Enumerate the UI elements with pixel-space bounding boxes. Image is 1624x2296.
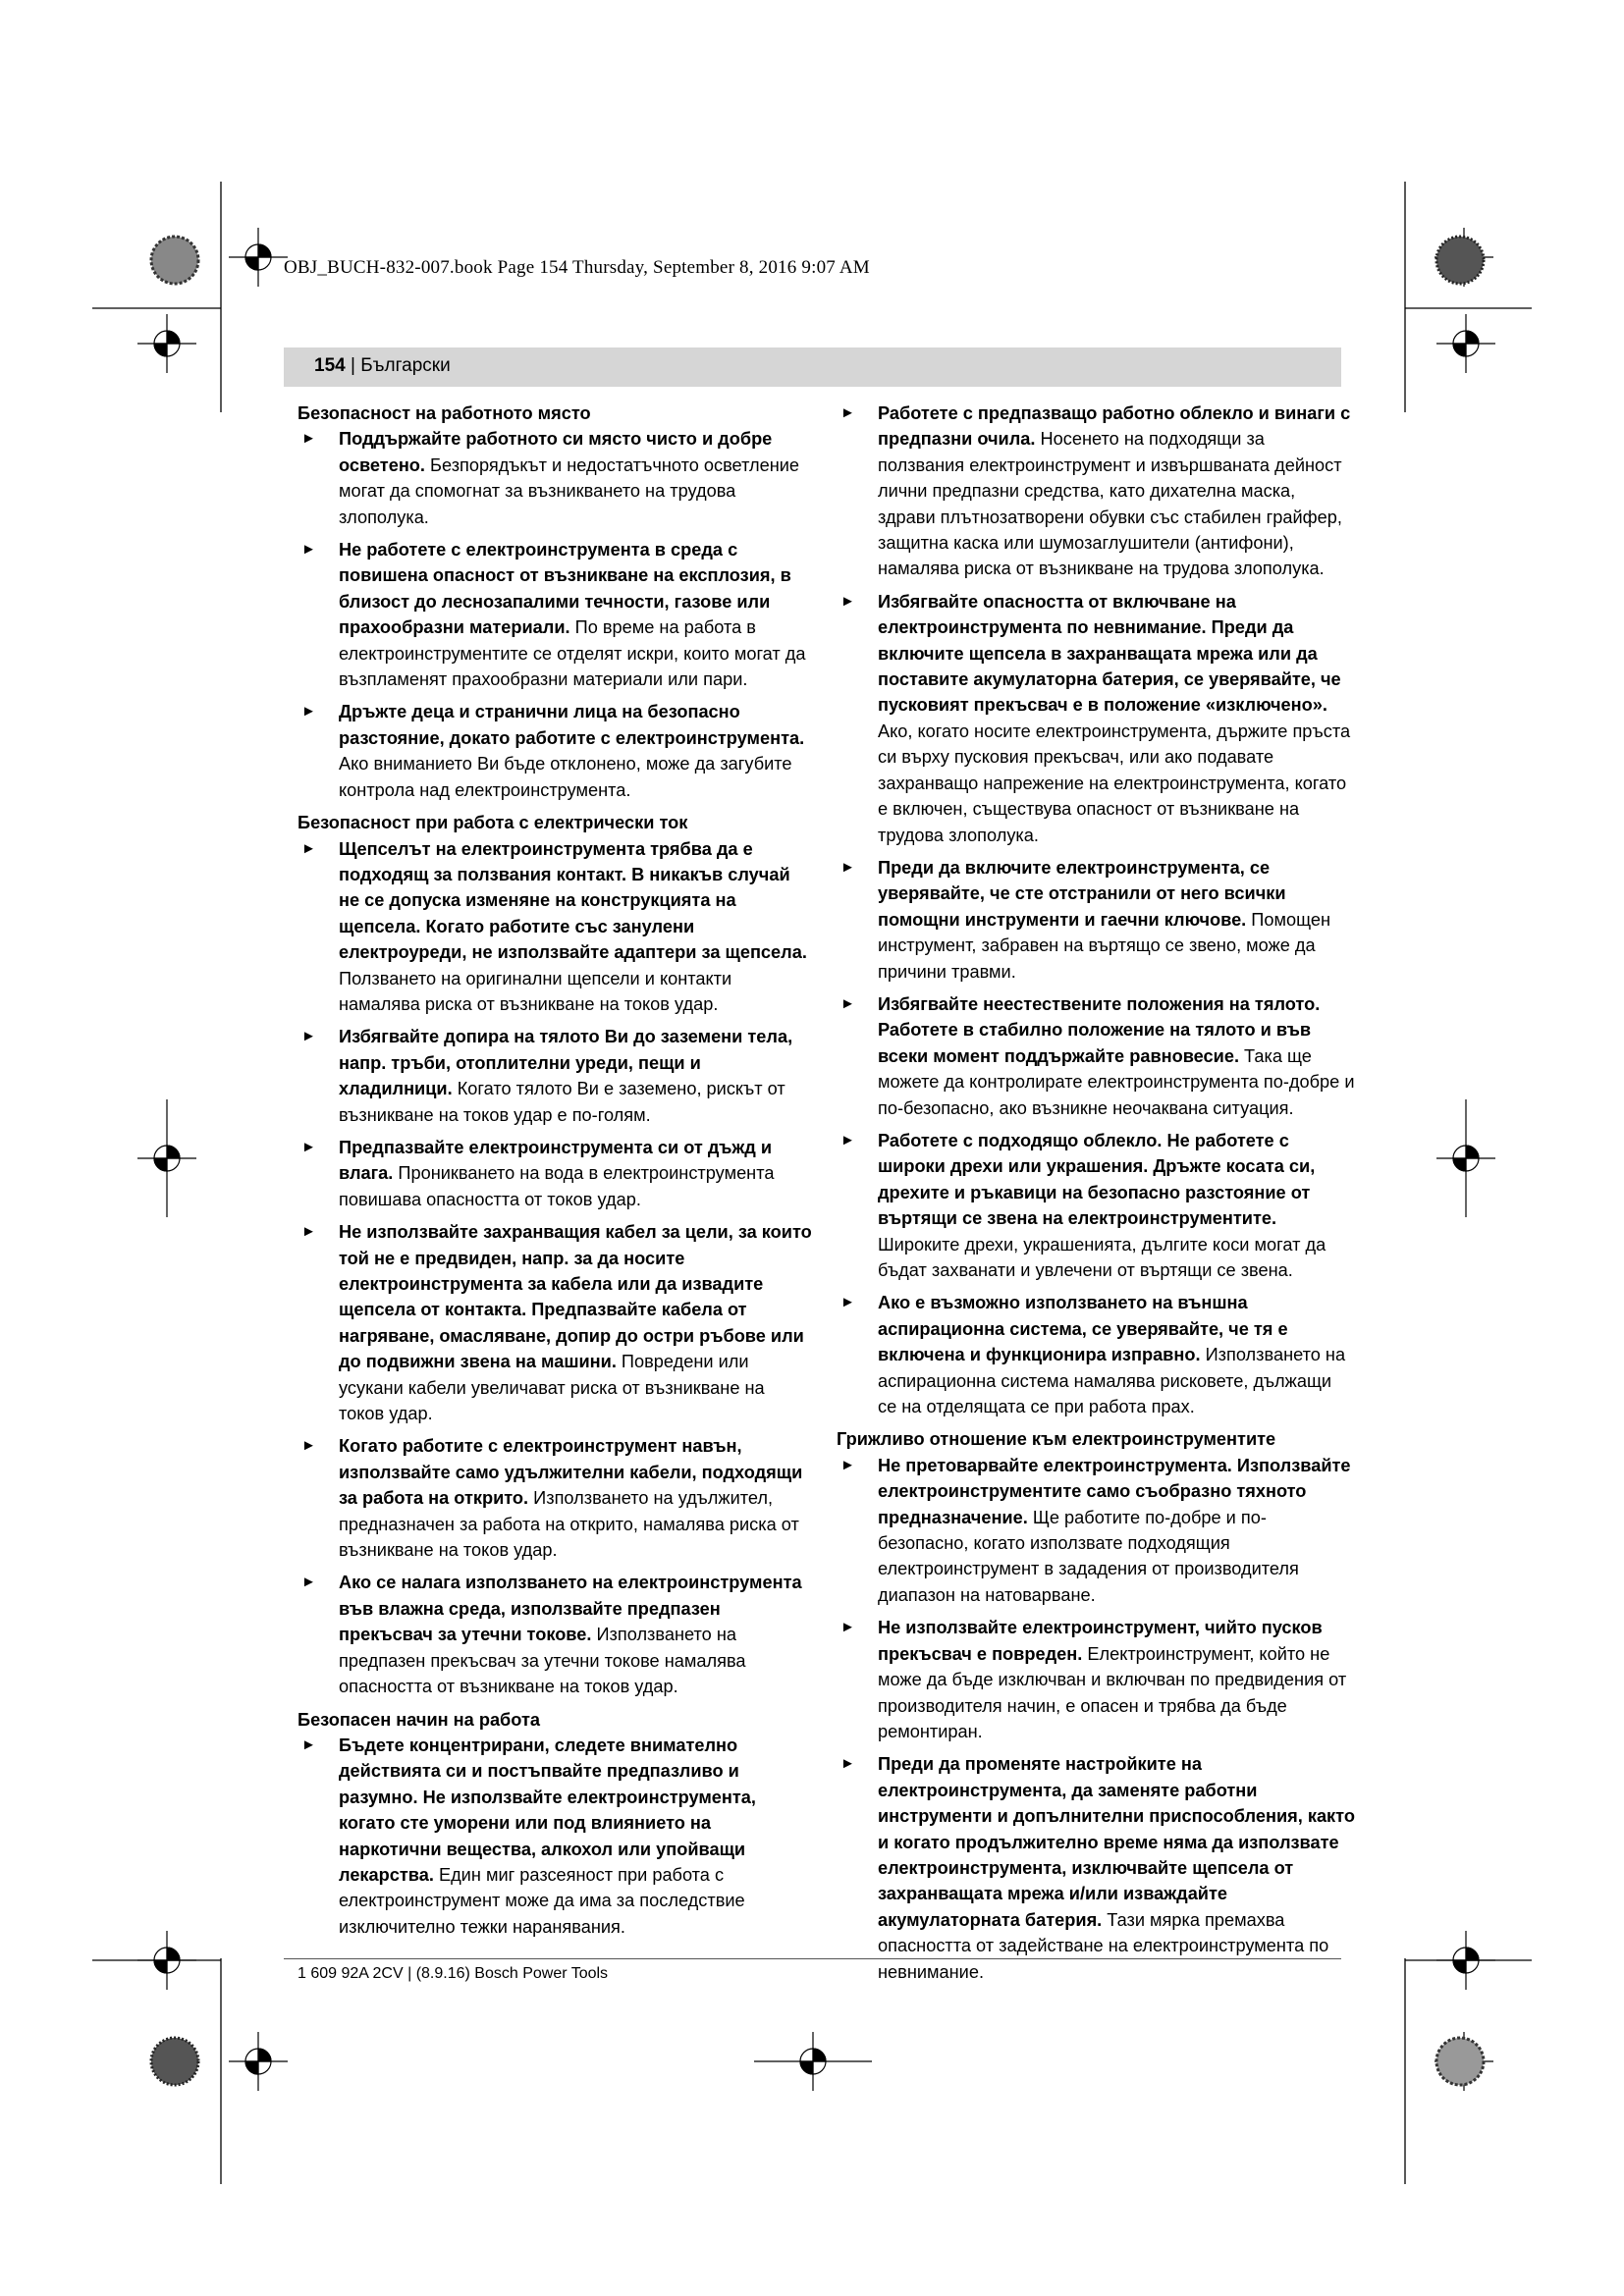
section-heading: Безопасност на работното място xyxy=(298,403,591,423)
bullet-arrow-icon: ► xyxy=(301,839,316,857)
right-column xyxy=(837,400,1355,1992)
safety-item-instruction: Не използвайте електроинструмент, чийто пусков прекъсвач е повреден. xyxy=(878,1618,1323,1664)
safety-item-explanation: Повредени или усукани кабели увеличават риска от възникване на токов удар. xyxy=(339,1352,765,1424)
bullet-arrow-icon: ► xyxy=(840,1294,855,1311)
safety-item xyxy=(298,1433,813,1563)
bullet-arrow-icon: ► xyxy=(301,541,316,559)
safety-item xyxy=(298,1135,813,1212)
safety-item-instruction: Работете с предпазващо работно облекло и винаги с предпазни очила. xyxy=(878,403,1351,450)
footer-rule xyxy=(284,1958,1341,1959)
safety-item xyxy=(298,1570,813,1699)
safety-item-instruction: Избягвайте опасността от включване на електроинструмента по невнимание. Преди да включите щепсела в захранващата мрежа или да поставите акумулаторна батерия, се уверявайте, че пусковият прекъсвач е в положение «изключено». xyxy=(878,591,1341,716)
safety-item-instruction: Предпазвайте електроинструмента си от дъжд и влага. xyxy=(339,1137,773,1184)
safety-item-instruction: Преди да променяте настройките на електроинструмента, да заменяте работни инструменти и допълнителни приспособления, както и когато продължително време няма да използвате електроинструмента, изключвайте щепсела от захранващата мрежа и/или изваждайте акумулаторната батерия. xyxy=(878,1754,1355,1930)
safety-item-explanation: Помощен инструмент, забравен на въртящо се звено, може да причини травми. xyxy=(878,909,1331,982)
bullet-arrow-icon: ► xyxy=(301,430,316,448)
safety-item xyxy=(298,426,813,530)
safety-item-explanation: Тази мярка премахва опасността от задействане на електроинструмента по невнимание. xyxy=(878,1909,1329,1982)
safety-item-explanation: Безпорядъкът и недостатъчното осветление могат да спомогнат за възникването на трудова злополука. xyxy=(339,454,800,527)
safety-item-instruction: Преди да включите електроинструмента, се уверявайте, че сте отстранили от него всички помощни инструменти и гаечни ключове. xyxy=(878,857,1286,930)
page-separator: | xyxy=(345,355,361,376)
safety-item-explanation: Използването на аспирационна система намалява рисковете, дължащи се на отделящата се при работа прах. xyxy=(878,1345,1346,1417)
bullet-arrow-icon: ► xyxy=(301,1735,316,1753)
bullet-arrow-icon: ► xyxy=(301,1028,316,1045)
bullet-arrow-icon: ► xyxy=(840,858,855,876)
safety-item xyxy=(298,1733,813,1940)
bullet-arrow-icon: ► xyxy=(301,703,316,721)
safety-item-explanation: Използването на предпазен прекъсвач за утечни токове намалява опасността от възникване на токов удар. xyxy=(339,1625,746,1697)
safety-item xyxy=(837,1751,1355,1985)
safety-item-instruction: Щепселът на електроинструмента трябва да е подходящ за ползвания контакт. В никакъв случай не се допуска изменяне на конструкцията на щепсела. Когато работите със занулени електроуреди, не използвайте адаптери за щепсела. xyxy=(339,838,807,963)
safety-item xyxy=(837,1128,1355,1283)
safety-item-explanation: Ползването на оригинални щепсели и контакти намалява риска от възникване на токов удар. xyxy=(339,968,732,1014)
bullet-arrow-icon: ► xyxy=(301,1223,316,1241)
page-header-band xyxy=(284,347,1341,387)
safety-item-explanation: Ако вниманието Ви бъде отклонено, може да загубите контрола над електроинструмента. xyxy=(339,754,792,800)
safety-item xyxy=(837,400,1355,582)
safety-item xyxy=(837,991,1355,1121)
safety-item-explanation: Така ще можете да контролирате електроинструмента по-добре и по-безопасно, ако възникне неочаквана ситуация. xyxy=(878,1045,1355,1118)
safety-item-explanation: Ако, когато носите електроинструмента, държите пръста си върху пусковия прекъсвач, или ако подавате захранващо напрежение на електроинструмента, когато е включен, съществува опасност от възникване на трудова злополука. xyxy=(878,721,1351,845)
safety-item-instruction: Ако е възможно използването на външна аспирационна система, се уверявайте, че тя е включена и функционира изправно. xyxy=(878,1293,1288,1365)
footer-text: 1 609 92A 2CV | (8.9.16) Bosch Power Tools xyxy=(298,1965,609,1982)
bullet-arrow-icon: ► xyxy=(301,1437,316,1455)
safety-item-instruction: Когато работите с електроинструмент навън, използвайте само удължителни кабели, подходящи за работа на открито. xyxy=(339,1436,803,1509)
safety-item xyxy=(298,537,813,692)
safety-item xyxy=(298,1024,813,1128)
safety-item xyxy=(837,589,1355,848)
safety-item xyxy=(837,1615,1355,1744)
section-heading: Безопасност при работа с електрически ток xyxy=(298,813,688,833)
safety-item xyxy=(298,1219,813,1426)
safety-item-instruction: Поддържайте работното си място чисто и добре осветено. xyxy=(339,429,773,475)
bullet-arrow-icon: ► xyxy=(301,1574,316,1591)
safety-item xyxy=(298,836,813,1018)
bullet-arrow-icon: ► xyxy=(840,592,855,610)
print-header: OBJ_BUCH-832-007.book Page 154 Thursday, September 8, 2016 9:07 AM xyxy=(284,257,870,278)
safety-item xyxy=(837,1290,1355,1419)
safety-item xyxy=(837,1453,1355,1608)
page-number: 154 xyxy=(314,355,346,376)
safety-item-instruction: Бъдете концентрирани, следете внимателно действията си и постъпвайте предпазливо и разумно. Не използвайте електроинструмента, когато сте уморени или под влиянието на наркотични вещества, алкохол или упойващи лекарства. xyxy=(339,1735,756,1885)
safety-item-instruction: Не използвайте захранващия кабел за цели, за които той не е предвиден, напр. за да носите електроинструмента за кабела или да извадите щепсела от контакта. Предпазвайте кабела от нагряване, омасляване, допир до остри ръбове или до подвижни звена на машини. xyxy=(339,1222,812,1372)
safety-item-instruction: Не претоварвайте електроинструмента. Използвайте електроинструментите само съобразно тяхното предназначение. xyxy=(878,1455,1351,1527)
page-number-label xyxy=(314,355,451,377)
section-heading: Грижливо отношение към електроинструментите xyxy=(837,1429,1276,1450)
bullet-arrow-icon: ► xyxy=(840,1619,855,1636)
safety-item-explanation: Когато тялото Ви е заземено, рискът от възникване на токов удар е по-голям. xyxy=(339,1079,785,1125)
safety-item-instruction: Избягвайте неестествените положения на тялото. Работете в стабилно положение на тялото и във всеки момент поддържайте равновесие. xyxy=(878,993,1321,1066)
bullet-arrow-icon: ► xyxy=(840,404,855,421)
bullet-arrow-icon: ► xyxy=(840,1755,855,1773)
bullet-arrow-icon: ► xyxy=(840,994,855,1012)
safety-item-explanation: Използването на удължител, предназначен за работа на открито, намалява риска от възникване на токов удар. xyxy=(339,1488,799,1561)
safety-item-instruction: Не работете с електроинструмента в среда с повишена опасност от възникване на експлозия, в близост до леснозапалими течности, газове или прахообразни материали. xyxy=(339,540,791,638)
safety-item-instruction: Избягвайте допира на тялото Ви до заземени тела, напр. тръби, отоплителни уреди, пещи и хладилници. xyxy=(339,1027,793,1099)
page-language: Български xyxy=(360,355,451,376)
bullet-arrow-icon: ► xyxy=(840,1131,855,1148)
safety-item-explanation: Електроинструмент, който не може да бъде изключван и включван по предвидения от производителя начин, е опасен и трябва да бъде ремонтиран. xyxy=(878,1643,1347,1741)
left-column xyxy=(298,400,813,1947)
safety-item-instruction: Ако се налага използването на електроинструмента във влажна среда, използвайте предпазен прекъсвач за утечни токове. xyxy=(339,1573,802,1645)
safety-item xyxy=(837,855,1355,985)
safety-item-instruction: Дръжте деца и странични лица на безопасно разстояние, докато работите с електроинструмента. xyxy=(339,702,805,748)
safety-item-explanation: Проникването на вода в електроинструмента повишава опасността от токов удар. xyxy=(339,1163,775,1209)
bullet-arrow-icon: ► xyxy=(301,1138,316,1155)
section-heading: Безопасен начин на работа xyxy=(298,1709,540,1730)
safety-item-explanation: По време на работа в електроинструментите се отделят искри, които могат да възпламенят прахообразни материали или пари. xyxy=(339,617,806,690)
safety-item-explanation: Един миг разсеяност при работа с електроинструмент може да има за последствие изключително тежки наранявания. xyxy=(339,1864,745,1937)
bullet-arrow-icon: ► xyxy=(840,1456,855,1473)
safety-item-instruction: Работете с подходящо облекло. Не работете с широки дрехи или украшения. Дръжте косата си, дрехите и ръкавици на безопасно разстояние от въртящи се звена на електроинструментите. xyxy=(878,1130,1316,1229)
safety-item xyxy=(298,699,813,803)
safety-item-explanation: Широките дрехи, украшенията, дългите коси могат да бъдат захванати и увлечени от въртящи се звена. xyxy=(878,1234,1326,1280)
safety-item-explanation: Ще работите по-добре и по-безопасно, когато използвате подходящия електроинструмент в зададения от производителя диапазон на натоварване. xyxy=(878,1507,1299,1605)
safety-item-explanation: Носенето на подходящи за ползвания електроинструмент и извършваната дейност лични предпазни средства, като дихателна маска, здрави плътнозатворени обувки със стабилен грайфер, защитна каска или шумозаглушители (антифони), намалява риска от възникване на трудова злополука. xyxy=(878,429,1342,579)
